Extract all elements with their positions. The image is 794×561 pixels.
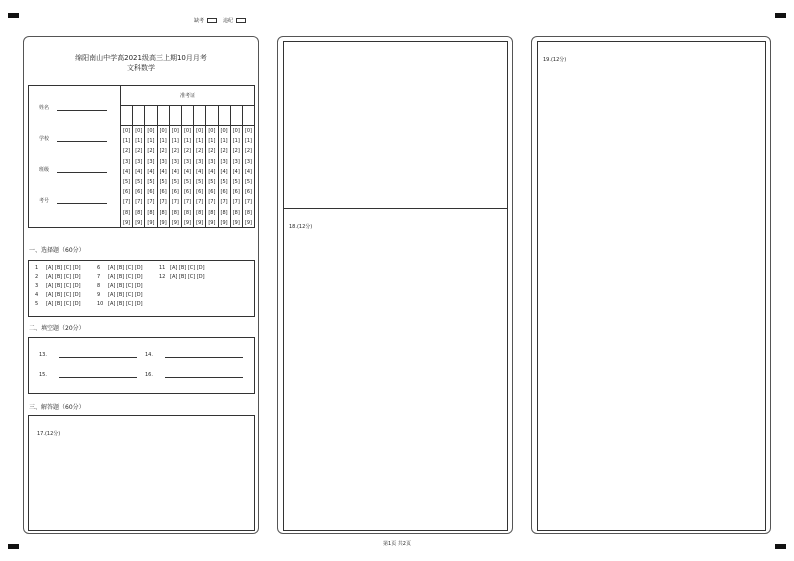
choice-question-row[interactable] [97, 301, 143, 307]
digit-bubble[interactable]: [5] [208, 178, 216, 185]
exam-number-column [170, 106, 182, 227]
digit-bubble[interactable]: [3] [159, 158, 167, 165]
digit-bubble[interactable]: [5] [232, 178, 240, 185]
choice-question-row[interactable] [35, 274, 81, 280]
digit-bubble[interactable]: [9] [183, 219, 192, 226]
exam-number-write-cell[interactable] [231, 106, 242, 126]
choice-question-row[interactable] [35, 283, 81, 289]
digit-bubble[interactable]: [1] [159, 138, 167, 145]
exam-number-column [206, 106, 218, 227]
digit-bubble[interactable]: [2] [171, 148, 179, 155]
digit-bubble[interactable]: [3] [171, 158, 179, 165]
absent-checkbox[interactable] [207, 18, 217, 23]
exam-number-write-cell[interactable] [243, 106, 254, 126]
digit-bubble[interactable]: [9] [123, 219, 131, 226]
digit-bubble[interactable]: [7] [208, 199, 216, 206]
answer-sheet-page-middle [277, 36, 513, 534]
exam-number-column [158, 106, 170, 227]
question-number: 10 [97, 301, 104, 307]
question-number: 9 [97, 292, 101, 298]
question-number: 12 [159, 274, 166, 280]
digit-bubble[interactable]: [9] [208, 219, 216, 226]
exam-number-column [182, 106, 194, 227]
digit-bubble[interactable]: [6] [171, 189, 179, 196]
digit-bubble[interactable]: [0] [208, 128, 216, 134]
question-number: 3 [35, 283, 39, 289]
student-info-block [28, 85, 255, 228]
fill-item-16[interactable]: 16. [145, 372, 243, 378]
digit-bubble[interactable]: [6] [220, 189, 228, 196]
digit-bubble[interactable]: [7] [123, 199, 131, 206]
fill-answer-box [28, 337, 255, 394]
answer-sheet-page-right [531, 36, 771, 534]
digit-bubble[interactable]: [3] [244, 158, 253, 165]
choice-question-row[interactable] [35, 265, 81, 271]
digit-bubble[interactable]: [6] [159, 189, 167, 196]
digit-bubble[interactable]: [6] [147, 189, 155, 196]
exam-number-write-cell[interactable] [133, 106, 144, 126]
option-bubbles[interactable]: [A] [B] [C] [D] [170, 274, 205, 280]
option-bubbles[interactable]: [A] [B] [C] [D] [108, 283, 143, 289]
digit-bubble[interactable]: [3] [183, 158, 192, 165]
digit-bubble[interactable]: [4] [183, 168, 192, 175]
choice-question-row[interactable] [97, 283, 143, 289]
digit-bubble[interactable]: [3] [220, 158, 228, 165]
answer-box-18[interactable] [283, 208, 508, 531]
violation-flag: 违纪 [223, 17, 246, 24]
digit-bubble[interactable]: [0] [220, 128, 228, 134]
fill-item-13[interactable]: 13. [39, 352, 137, 358]
digit-bubble[interactable]: [2] [232, 148, 240, 155]
option-bubbles[interactable]: [A] [B] [C] [D] [46, 274, 81, 280]
absent-flag: 缺考 [194, 17, 217, 24]
question-17-label: 17.(12分) [37, 431, 61, 437]
registration-mark [8, 13, 19, 18]
digit-bubble[interactable]: [7] [232, 199, 240, 206]
question-number: 6 [97, 265, 101, 271]
digit-bubble[interactable]: [9] [171, 219, 179, 226]
exam-number-column [145, 106, 157, 227]
digit-bubble[interactable]: [5] [135, 178, 143, 185]
digit-bubble[interactable]: [4] [220, 168, 228, 175]
digit-bubble[interactable]: [9] [220, 219, 228, 226]
exam-number-write-cell[interactable] [145, 106, 156, 126]
digit-bubble[interactable]: [4] [123, 168, 131, 175]
digit-bubble[interactable]: [2] [183, 148, 192, 155]
digit-bubble[interactable]: [8] [220, 209, 228, 216]
digit-bubble[interactable]: [3] [232, 158, 240, 165]
digit-bubble[interactable]: [7] [220, 199, 228, 206]
section-answer-title: 三、解答题（60分） [29, 404, 85, 411]
class-field[interactable]: 班级 [39, 166, 107, 173]
digit-bubble[interactable]: [9] [159, 219, 167, 226]
digit-bubble[interactable]: [5] [196, 178, 204, 185]
digit-bubble[interactable]: [4] [171, 168, 179, 175]
exam-number-column [194, 106, 206, 227]
digit-bubble[interactable]: [0] [171, 128, 179, 134]
digit-bubble[interactable]: [2] [196, 148, 204, 155]
question-number: 11 [159, 265, 166, 271]
digit-bubble[interactable]: [7] [135, 199, 143, 206]
digit-bubble[interactable]: [9] [244, 219, 253, 226]
fill-item-15[interactable]: 15. [39, 372, 137, 378]
digit-bubble[interactable]: [6] [196, 189, 204, 196]
exam-number-write-cell[interactable] [206, 106, 217, 126]
digit-bubble[interactable]: [1] [147, 138, 155, 145]
digit-bubble[interactable]: [8] [196, 209, 204, 216]
choice-question-row[interactable] [35, 301, 81, 307]
status-flags [194, 17, 246, 24]
digit-bubble[interactable]: [1] [208, 138, 216, 145]
digit-bubble[interactable]: [8] [147, 209, 155, 216]
question-number: 1 [35, 265, 39, 271]
digit-bubble[interactable]: [1] [171, 138, 179, 145]
digit-bubble[interactable]: [9] [147, 219, 155, 226]
choice-question-row[interactable] [159, 274, 205, 280]
digit-bubble[interactable]: [1] [183, 138, 192, 145]
digit-bubble[interactable]: [3] [135, 158, 143, 165]
exam-number-title: 准考证 [121, 86, 254, 106]
choice-question-row[interactable] [35, 292, 81, 298]
exam-number-column [121, 106, 133, 227]
name-field[interactable]: 姓名 [39, 104, 107, 111]
digit-bubble[interactable]: [8] [135, 209, 143, 216]
option-bubbles[interactable]: [A] [B] [C] [D] [46, 283, 81, 289]
digit-bubble[interactable]: [8] [183, 209, 192, 216]
choice-question-row[interactable] [97, 265, 143, 271]
option-bubbles[interactable]: [A] [B] [C] [D] [46, 301, 81, 307]
digit-bubble[interactable]: [6] [135, 189, 143, 196]
digit-bubble[interactable]: [8] [159, 209, 167, 216]
answer-box-17[interactable] [28, 415, 255, 531]
exam-number-grid [121, 86, 254, 227]
digit-bubble[interactable]: [6] [244, 189, 253, 196]
question-number: 8 [97, 283, 101, 289]
digit-bubble[interactable]: [5] [171, 178, 179, 185]
exam-subject: 文科数学 [127, 64, 155, 72]
digit-bubble[interactable]: [7] [147, 199, 155, 206]
exam-number-write-cell[interactable] [170, 106, 181, 126]
exam-number-write-cell[interactable] [219, 106, 230, 126]
answer-box-17-continued[interactable] [283, 41, 508, 209]
digit-bubble[interactable]: [0] [135, 128, 143, 134]
digit-bubble[interactable]: [0] [123, 128, 131, 134]
violation-checkbox[interactable] [236, 18, 246, 23]
option-bubbles[interactable]: [A] [B] [C] [D] [170, 265, 205, 271]
digit-bubble[interactable]: [4] [159, 168, 167, 175]
question-19-label: 19.(12分) [543, 57, 567, 63]
digit-bubble[interactable]: [8] [244, 209, 253, 216]
digit-bubble[interactable]: [6] [232, 189, 240, 196]
exam-number-write-cell[interactable] [194, 106, 205, 126]
digit-bubble[interactable]: [7] [183, 199, 192, 206]
digit-bubble[interactable]: [2] [220, 148, 228, 155]
choice-question-row[interactable] [159, 265, 205, 271]
option-bubbles[interactable]: [A] [B] [C] [D] [108, 292, 143, 298]
digit-bubble[interactable]: [7] [171, 199, 179, 206]
digit-bubble[interactable]: [2] [208, 148, 216, 155]
section-choice-title: 一、选择题（60分） [29, 247, 85, 254]
digit-bubble[interactable]: [9] [232, 219, 240, 226]
choice-answer-box [28, 260, 255, 317]
digit-bubble[interactable]: [5] [244, 178, 253, 185]
digit-bubble[interactable]: [7] [244, 199, 253, 206]
digit-bubble[interactable]: [2] [147, 148, 155, 155]
digit-bubble[interactable]: [9] [135, 219, 143, 226]
digit-bubble[interactable]: [3] [208, 158, 216, 165]
digit-bubble[interactable]: [4] [196, 168, 204, 175]
exam-number-column [219, 106, 231, 227]
digit-bubble[interactable]: [7] [196, 199, 204, 206]
digit-bubble[interactable]: [5] [183, 178, 192, 185]
digit-bubble[interactable]: [0] [147, 128, 155, 134]
question-number: 2 [35, 274, 39, 280]
digit-bubble[interactable]: [3] [123, 158, 131, 165]
digit-bubble[interactable]: [1] [220, 138, 228, 145]
digit-bubble[interactable]: [0] [183, 128, 192, 134]
digit-bubble[interactable]: [6] [208, 189, 216, 196]
choice-question-row[interactable] [97, 274, 143, 280]
digit-bubble[interactable]: [0] [196, 128, 204, 134]
exam-number-column [231, 106, 243, 227]
digit-bubble[interactable]: [4] [244, 168, 253, 175]
digit-bubble[interactable]: [5] [147, 178, 155, 185]
fill-item-14[interactable]: 14. [145, 352, 243, 358]
digit-bubble[interactable]: [1] [232, 138, 240, 145]
digit-bubble[interactable]: [1] [196, 138, 204, 145]
exam-title: 绵阳南山中学高2021级高三上期10月月考 [75, 54, 207, 62]
digit-bubble[interactable]: [2] [159, 148, 167, 155]
exam-number-column [243, 106, 254, 227]
digit-bubble[interactable]: [2] [123, 148, 131, 155]
question-number: 4 [35, 292, 39, 298]
exam-number-write-cell[interactable] [182, 106, 193, 126]
digit-bubble[interactable]: [2] [135, 148, 143, 155]
digit-bubble[interactable]: [4] [147, 168, 155, 175]
digit-bubble[interactable]: [0] [159, 128, 167, 134]
question-18-label: 18.(12分) [289, 224, 313, 230]
digit-bubble[interactable]: [3] [196, 158, 204, 165]
option-bubbles[interactable]: [A] [B] [C] [D] [46, 265, 81, 271]
digit-bubble[interactable]: [5] [159, 178, 167, 185]
digit-bubble[interactable]: [6] [183, 189, 192, 196]
digit-bubble[interactable]: [8] [232, 209, 240, 216]
digit-bubble[interactable]: [9] [196, 219, 204, 226]
digit-bubble[interactable]: [0] [244, 128, 253, 134]
digit-bubble[interactable]: [5] [123, 178, 131, 185]
digit-bubble[interactable]: [4] [232, 168, 240, 175]
option-bubbles[interactable]: [A] [B] [C] [D] [108, 301, 143, 307]
digit-bubble[interactable]: [3] [147, 158, 155, 165]
digit-bubble[interactable]: [1] [135, 138, 143, 145]
digit-bubble[interactable]: [8] [171, 209, 179, 216]
exam-number-write-cell[interactable] [158, 106, 169, 126]
choice-question-row[interactable] [97, 292, 143, 298]
registration-mark [775, 13, 786, 18]
digit-bubble[interactable]: [0] [232, 128, 240, 134]
digit-bubble[interactable]: [8] [208, 209, 216, 216]
exam-number-field[interactable]: 考号 [39, 197, 107, 204]
digit-bubble[interactable]: [7] [159, 199, 167, 206]
student-fields [29, 86, 121, 227]
school-field[interactable]: 学校 [39, 135, 107, 142]
page-footer: 第1页 共2页 [383, 541, 411, 547]
question-number: 7 [97, 274, 101, 280]
digit-bubble[interactable]: [2] [244, 148, 253, 155]
question-number: 5 [35, 301, 39, 307]
option-bubbles[interactable]: [A] [B] [C] [D] [108, 265, 143, 271]
answer-sheet-page-left [23, 36, 259, 534]
option-bubbles[interactable]: [A] [B] [C] [D] [46, 292, 81, 298]
digit-bubble[interactable]: [4] [135, 168, 143, 175]
digit-bubble[interactable]: [1] [244, 138, 253, 145]
option-bubbles[interactable]: [A] [B] [C] [D] [108, 274, 143, 280]
exam-number-write-cell[interactable] [121, 106, 132, 126]
section-fill-title: 二、填空题（20分） [29, 325, 85, 332]
exam-number-column [133, 106, 145, 227]
digit-bubble[interactable]: [1] [123, 138, 131, 145]
digit-bubble[interactable]: [6] [123, 189, 131, 196]
digit-bubble[interactable]: [8] [123, 209, 131, 216]
digit-bubble[interactable]: [4] [208, 168, 216, 175]
digit-bubble[interactable]: [5] [220, 178, 228, 185]
answer-box-19[interactable] [537, 41, 766, 531]
